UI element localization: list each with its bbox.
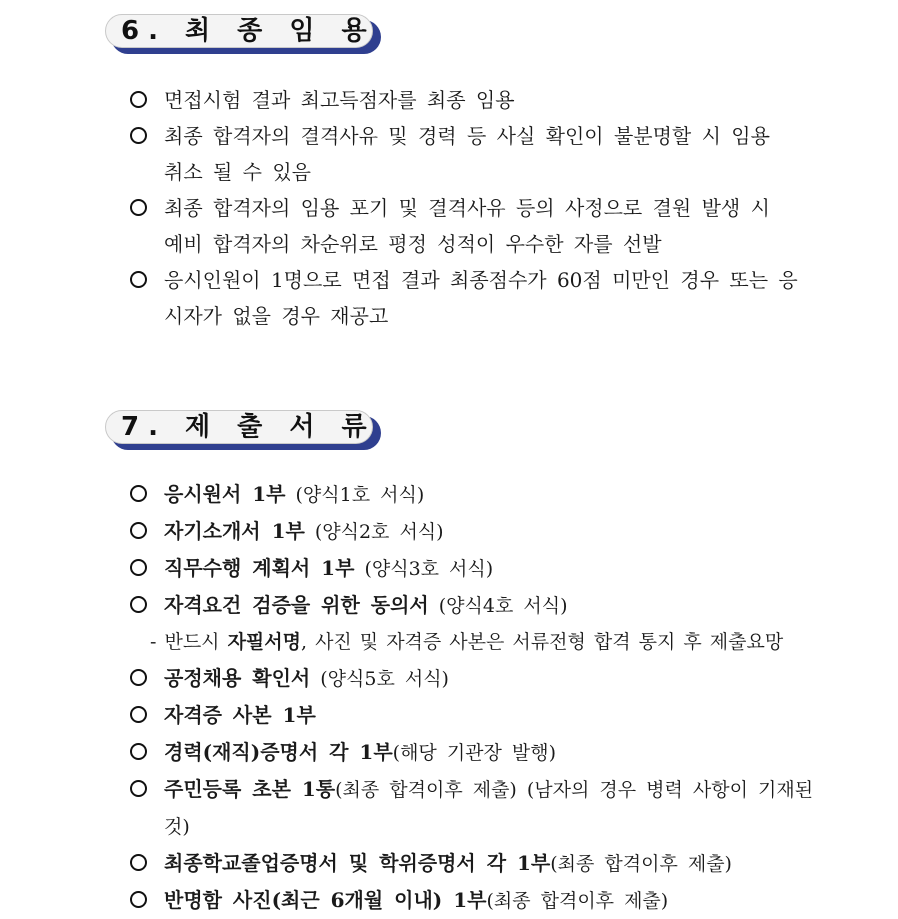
document-name: 최종학교졸업증명서 및 학위증명서 각 1부 <box>164 851 551 875</box>
circle-bullet-icon <box>130 780 147 797</box>
circle-bullet-icon <box>130 199 147 216</box>
circle-bullet-icon <box>130 91 147 108</box>
list-item <box>128 550 828 587</box>
document-note: (양식3호 서식) <box>354 558 494 580</box>
circle-bullet-icon <box>130 559 147 576</box>
item-text: 면접시험 결과 최고득점자를 최종 임용 <box>164 88 515 112</box>
document-note: (최종 합격이후 제출) (남자의 경우 병력 사항이 기재된 것) <box>164 779 814 838</box>
circle-bullet-icon <box>130 854 147 871</box>
document-note: (해당 기관장 발행) <box>392 742 557 764</box>
circle-bullet-icon <box>130 271 147 288</box>
document-note: (양식4호 서식) <box>428 595 568 617</box>
document-name: 응시원서 1부 <box>164 482 286 506</box>
item-text: 최종 합격자의 임용 포기 및 결격사유 등의 사정으로 결원 발생 시 예비 합격자의 차순위로 평정 성적이 우수한 자를 선발 <box>164 196 770 256</box>
item-text: 응시인원이 1명으로 면접 결과 최종점수가 60점 미만인 경우 또는 응시자가 없을 경우 재공고 <box>164 268 798 328</box>
note-prefix: - 반드시 <box>150 631 228 653</box>
list-item <box>128 82 798 118</box>
section-6-title: 6. 최 종 임 용 <box>121 16 376 46</box>
section-6-list <box>128 82 798 334</box>
list-item <box>128 845 828 882</box>
section-7-title: 7. 제 출 서 류 <box>121 412 376 442</box>
list-item <box>128 697 828 734</box>
submission-note <box>128 624 828 660</box>
note-suffix: , 사진 및 자격증 사본은 서류전형 합격 통지 후 제출요망 <box>300 631 784 653</box>
item-text: 최종 합격자의 결격사유 및 경력 등 사실 확인이 불분명할 시 임용 취소 될 수 있음 <box>164 124 770 184</box>
list-item <box>128 734 828 771</box>
document-name: 자격요건 검증을 위한 동의서 <box>164 593 429 617</box>
circle-bullet-icon <box>130 706 147 723</box>
document-note: (양식2호 서식) <box>304 521 444 543</box>
circle-bullet-icon <box>130 127 147 144</box>
list-item <box>128 882 828 919</box>
circle-bullet-icon <box>130 522 147 539</box>
document-name: 경력(재직)증명서 각 1부 <box>164 740 393 764</box>
list-item <box>128 660 828 697</box>
section-6-header <box>105 14 377 54</box>
list-item <box>128 513 828 550</box>
list-item <box>128 118 798 190</box>
document-name: 주민등록 초본 1통 <box>164 777 336 801</box>
note-bold: 자필서명 <box>227 631 301 653</box>
document-name: 자격증 사본 1부 <box>164 703 316 727</box>
circle-bullet-icon <box>130 669 147 686</box>
circle-bullet-icon <box>130 485 147 502</box>
document-note: (최종 합격이후 제출) <box>550 853 732 875</box>
document-name: 직무수행 계획서 1부 <box>164 556 355 580</box>
circle-bullet-icon <box>130 743 147 760</box>
document-note: (양식1호 서식) <box>285 484 425 506</box>
document-name: 자기소개서 1부 <box>164 519 305 543</box>
document-name: 공정채용 확인서 <box>164 666 311 690</box>
circle-bullet-icon <box>130 596 147 613</box>
list-item <box>128 190 798 262</box>
list-item <box>128 771 824 845</box>
document-note: (양식5호 서식) <box>310 668 449 690</box>
section-7-header <box>105 410 377 450</box>
circle-bullet-icon <box>130 891 147 908</box>
list-item <box>128 476 828 513</box>
list-item <box>128 262 798 334</box>
document-name: 반명함 사진(최근 6개월 이내) 1부 <box>164 888 487 912</box>
section-7-list <box>128 476 828 919</box>
list-item <box>128 587 828 624</box>
document-note: (최종 합격이후 제출) <box>486 890 669 912</box>
